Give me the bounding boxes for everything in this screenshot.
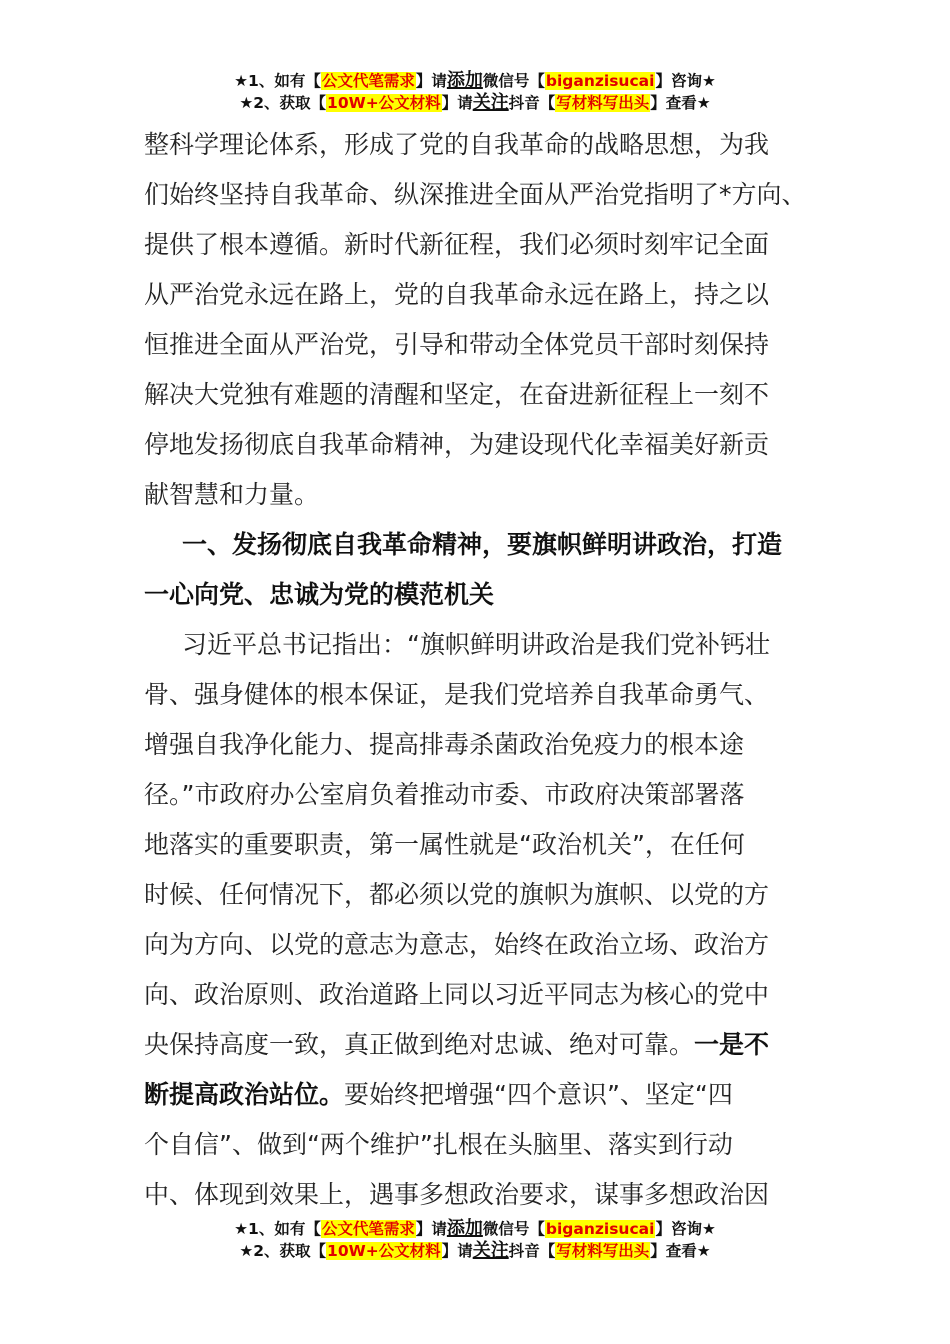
paragraph-line: 向、政治原则、政治道路上同以习近平同志为核心的党中 [144, 980, 770, 1009]
bold-point: 一是不 [694, 1030, 770, 1059]
body-line: 从严治党永远在路上，党的自我革命永远在路上，持之以 [144, 280, 770, 309]
body-line: 整科学理论体系，形成了党的自我革命的战略思想，为我 [144, 130, 770, 159]
highlight-service: 公文代笔需求 [321, 72, 415, 90]
banner-line-2: ★2、获取【10W+公文材料】请关注抖音【写材料写出头】查看★ [239, 92, 711, 113]
banner-line-1: ★1、如有【公文代笔需求】请添加微信号【biganzisucai】咨询★ [234, 1218, 716, 1239]
top-banner [0, 70, 950, 114]
highlight-materials: 10W+公文材料 [327, 1242, 441, 1260]
highlight-wechat-id: biganzisucai [545, 1220, 655, 1238]
body-line: 解决大党独有难题的清醒和坚定，在奋进新征程上一刻不 [144, 380, 770, 409]
body-line: 们始终坚持自我革命、纵深推进全面从严治党指明了*方向、 [144, 180, 807, 209]
paragraph-line: 骨、强身健体的根本保证，是我们党培养自我革命勇气、 [144, 680, 770, 709]
highlight-wechat-id: biganzisucai [545, 72, 655, 90]
body-line: 献智慧和力量。 [144, 480, 320, 509]
highlight-douyin: 写材料写出头 [556, 1242, 650, 1260]
highlight-service: 公文代笔需求 [321, 1220, 415, 1238]
paragraph-line: 中、体现到效果上，遇事多想政治要求，谋事多想政治因 [144, 1180, 770, 1209]
highlight-douyin: 写材料写出头 [556, 94, 650, 112]
body-line: 恒推进全面从严治党，引导和带动全体党员干部时刻保持 [144, 330, 770, 359]
banner-line-2: ★2、获取【10W+公文材料】请关注抖音【写材料写出头】查看★ [239, 1240, 711, 1261]
banner-line-1: ★1、如有【公文代笔需求】请添加微信号【biganzisucai】咨询★ [234, 70, 716, 91]
body-line: 停地发扬彻底自我革命精神，为建设现代化幸福美好新贡 [144, 430, 770, 459]
body-line: 提供了根本遵循。新时代新征程，我们必须时刻牢记全面 [144, 230, 770, 259]
paragraph-line: 断提高政治站位。要始终把增强“四个意识”、坚定“四 [144, 1080, 733, 1109]
paragraph-line: 地落实的重要职责，第一属性就是“政治机关”，在任何 [144, 830, 745, 859]
document-body [144, 120, 808, 1220]
highlight-materials: 10W+公文材料 [327, 94, 441, 112]
paragraph-line: 个自信”、做到“两个维护”扎根在头脑里、落实到行动 [144, 1130, 733, 1159]
paragraph-line: 向为方向、以党的意志为意志，始终在政治立场、政治方 [144, 930, 770, 959]
paragraph-line: 央保持高度一致，真正做到绝对忠诚、绝对可靠。一是不 [144, 1030, 770, 1059]
bottom-banner [0, 1218, 950, 1262]
paragraph-line: 径。”市政府办公室肩负着推动市委、市政府决策部署落 [144, 780, 745, 809]
paragraph-line: 增强自我净化能力、提高排毒杀菌政治免疫力的根本途 [144, 730, 745, 759]
paragraph-line: 习近平总书记指出：“旗帜鲜明讲政治是我们党补钙壮 [182, 630, 770, 659]
section-heading: 一心向党、忠诚为党的模范机关 [144, 580, 495, 609]
paragraph-line: 时候、任何情况下，都必须以党的旗帜为旗帜、以党的方 [144, 880, 770, 909]
section-heading: 一、发扬彻底自我革命精神，要旗帜鲜明讲政治，打造 [182, 530, 783, 559]
bold-point: 断提高政治站位。 [144, 1080, 345, 1109]
